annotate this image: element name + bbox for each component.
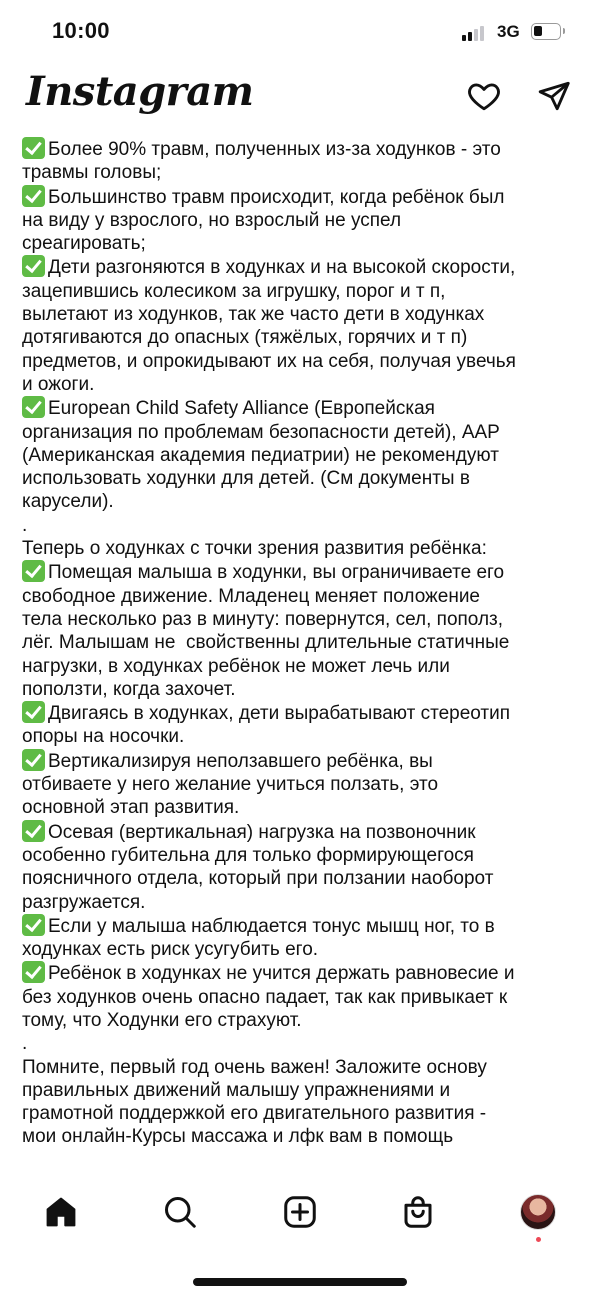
caption-line-text: . [22, 514, 28, 536]
caption-line-text: основной этап развития. [22, 797, 240, 819]
bottom-tab-bar [0, 1176, 600, 1252]
caption-line [22, 396, 580, 420]
caption-line-text: зацепившись колесиком за игрушку, порог и т п, [22, 280, 446, 302]
tab-create[interactable] [280, 1192, 320, 1232]
tab-search[interactable] [160, 1192, 200, 1232]
caption-line-text: свободное движение. Младенец меняет положение [22, 585, 480, 607]
instagram-logo[interactable]: Instagram [26, 68, 254, 115]
caption-line [22, 161, 580, 184]
caption-line-text: вылетают из ходунков, так же часто дети в ходунках [22, 304, 485, 326]
caption-line [22, 961, 580, 985]
caption-line [22, 185, 580, 209]
check-mark-icon [22, 961, 45, 983]
caption-line [22, 444, 580, 467]
check-mark-icon [22, 137, 45, 159]
caption-line [22, 891, 580, 914]
paper-plane-icon [536, 78, 572, 114]
check-mark-icon [22, 396, 45, 418]
caption-line [22, 725, 580, 748]
caption-text [0, 137, 600, 1149]
caption-line-text: мои онлайн-Курсы массажа и лфк вам в помощь [22, 1126, 454, 1148]
caption-line-text: Вертикализируя неползавшего ребёнка, вы [48, 750, 433, 772]
caption-line [22, 537, 580, 560]
avatar [520, 1194, 556, 1230]
battery-icon [531, 23, 561, 40]
caption-line-text: особенно губительна для только формирующегося [22, 844, 474, 866]
caption-line [22, 914, 580, 938]
caption-line [22, 1056, 580, 1079]
caption-line-text: на виду у взрослого, но взрослый не успел [22, 209, 402, 231]
caption-line-text: Дети разгоняются в ходунках и на высокой скорости, [48, 257, 516, 279]
caption-line-text: Ребёнок в ходунках не учится держать равновесие и [48, 963, 515, 985]
caption-line [22, 608, 580, 631]
search-icon [162, 1194, 198, 1230]
caption-line-text: Помещая малыша в ходунки, вы ограничиваете его [48, 562, 505, 584]
caption-line [22, 490, 580, 513]
caption-line-text: Если у малыша наблюдается тонус мышц ног, то в [48, 915, 495, 937]
home-indicator [193, 1278, 407, 1286]
check-mark-icon [22, 749, 45, 771]
caption-line [22, 749, 580, 773]
caption-line-text: поясничного отдела, который при ползании наоборот [22, 868, 494, 890]
caption-line-text: Двигаясь в ходунках, дети вырабатывают стереотип [48, 703, 511, 725]
direct-messages-button[interactable] [536, 78, 572, 114]
caption-line [22, 796, 580, 819]
caption-line-text: тела несколько раз в минуту: повернутся, сел, пополз, [22, 608, 504, 630]
caption-line [22, 773, 580, 796]
caption-line-text: организация по проблемам безопасности детей), AAP [22, 421, 500, 443]
cellular-signal-icon [462, 25, 488, 41]
check-mark-icon [22, 185, 45, 207]
caption-line [22, 350, 580, 373]
caption-line [22, 1009, 580, 1032]
caption-line [22, 209, 580, 232]
caption-line-text: European Child Safety Alliance (Европейская [48, 398, 435, 420]
caption-line [22, 938, 580, 961]
post-caption [0, 136, 600, 1176]
caption-line [22, 585, 580, 608]
caption-line-text: (Американская академия педиатрии) не рекомендуют [22, 444, 499, 466]
tab-home[interactable] [41, 1192, 81, 1232]
check-mark-icon [22, 701, 45, 723]
caption-line-text: среагировать; [22, 233, 146, 255]
heart-icon [466, 78, 502, 114]
caption-line-text: дотягиваются до опасных (тяжёлых, горячих и т п) [22, 327, 468, 349]
plus-square-icon [282, 1194, 318, 1230]
caption-line-text: использовать ходунки для детей. (См документы в [22, 468, 470, 490]
caption-line-text: травмы головы; [22, 162, 162, 184]
caption-line [22, 867, 580, 890]
caption-line-text: без ходунков очень опасно падает, так как привыкает к [22, 986, 508, 1008]
caption-line [22, 820, 580, 844]
caption-line [22, 514, 580, 537]
caption-line-text: правильных движений малышу упражнениями и [22, 1079, 451, 1101]
shopping-bag-icon [400, 1194, 436, 1230]
caption-line-text: лёг. Малышам не свойственны длительные статичные [22, 632, 510, 654]
caption-line-text: Осевая (вертикальная) нагрузка на позвоночник [48, 821, 476, 843]
caption-line-text: разгружается. [22, 891, 146, 913]
caption-line [22, 255, 580, 279]
caption-line-text: Теперь о ходунках с точки зрения развития ребёнка: [22, 538, 487, 560]
caption-line [22, 280, 580, 303]
check-mark-icon [22, 255, 45, 277]
caption-line [22, 421, 580, 444]
activity-heart-button[interactable] [466, 78, 502, 114]
status-bar [0, 0, 600, 64]
caption-line [22, 1102, 580, 1125]
caption-line [22, 560, 580, 584]
caption-line [22, 678, 580, 701]
caption-line [22, 467, 580, 490]
caption-line [22, 655, 580, 678]
check-mark-icon [22, 914, 45, 936]
caption-line [22, 1125, 580, 1148]
caption-line [22, 326, 580, 349]
caption-line [22, 844, 580, 867]
tab-profile[interactable] [518, 1192, 558, 1232]
home-icon [43, 1194, 79, 1230]
caption-line-text: опоры на носочки. [22, 726, 185, 748]
caption-line-text: поползти, когда захочет. [22, 678, 236, 700]
caption-line [22, 303, 580, 326]
tab-shop[interactable] [398, 1192, 438, 1232]
network-type: 3G [497, 22, 520, 41]
notification-dot [536, 1237, 541, 1242]
caption-line-text: Помните, первый год очень важен! Заложите основу [22, 1056, 487, 1078]
caption-line-text: отбиваете у него желание учиться ползать, это [22, 774, 439, 796]
caption-line [22, 701, 580, 725]
caption-line-text: карусели). [22, 491, 114, 513]
caption-line [22, 137, 580, 161]
caption-line-text: тому, что Ходунки его страхуют. [22, 1009, 302, 1031]
caption-line-text: предметов, и опрокидывают их на себя, получая увечья [22, 350, 516, 372]
caption-line-text: ходунках есть риск усугубить его. [22, 939, 319, 961]
caption-line-text: Большинство травм происходит, когда ребёнок был [48, 186, 505, 208]
caption-line-text: . [22, 1033, 28, 1055]
check-mark-icon [22, 820, 45, 842]
status-time: 10:00 [52, 18, 110, 43]
caption-line [22, 1079, 580, 1102]
caption-line [22, 1032, 580, 1055]
caption-line [22, 232, 580, 255]
caption-line-text: и ожоги. [22, 373, 95, 395]
caption-line-text: Более 90% травм, полученных из-за ходунков - это [48, 139, 501, 160]
caption-line-text: грамотной поддержкой его двигательного развития - [22, 1103, 487, 1125]
app-header [0, 64, 600, 136]
caption-line-text: нагрузки, в ходунках ребёнок не может лечь или [22, 655, 450, 677]
caption-line [22, 986, 580, 1009]
caption-line [22, 373, 580, 396]
caption-line [22, 631, 580, 654]
check-mark-icon [22, 560, 45, 582]
